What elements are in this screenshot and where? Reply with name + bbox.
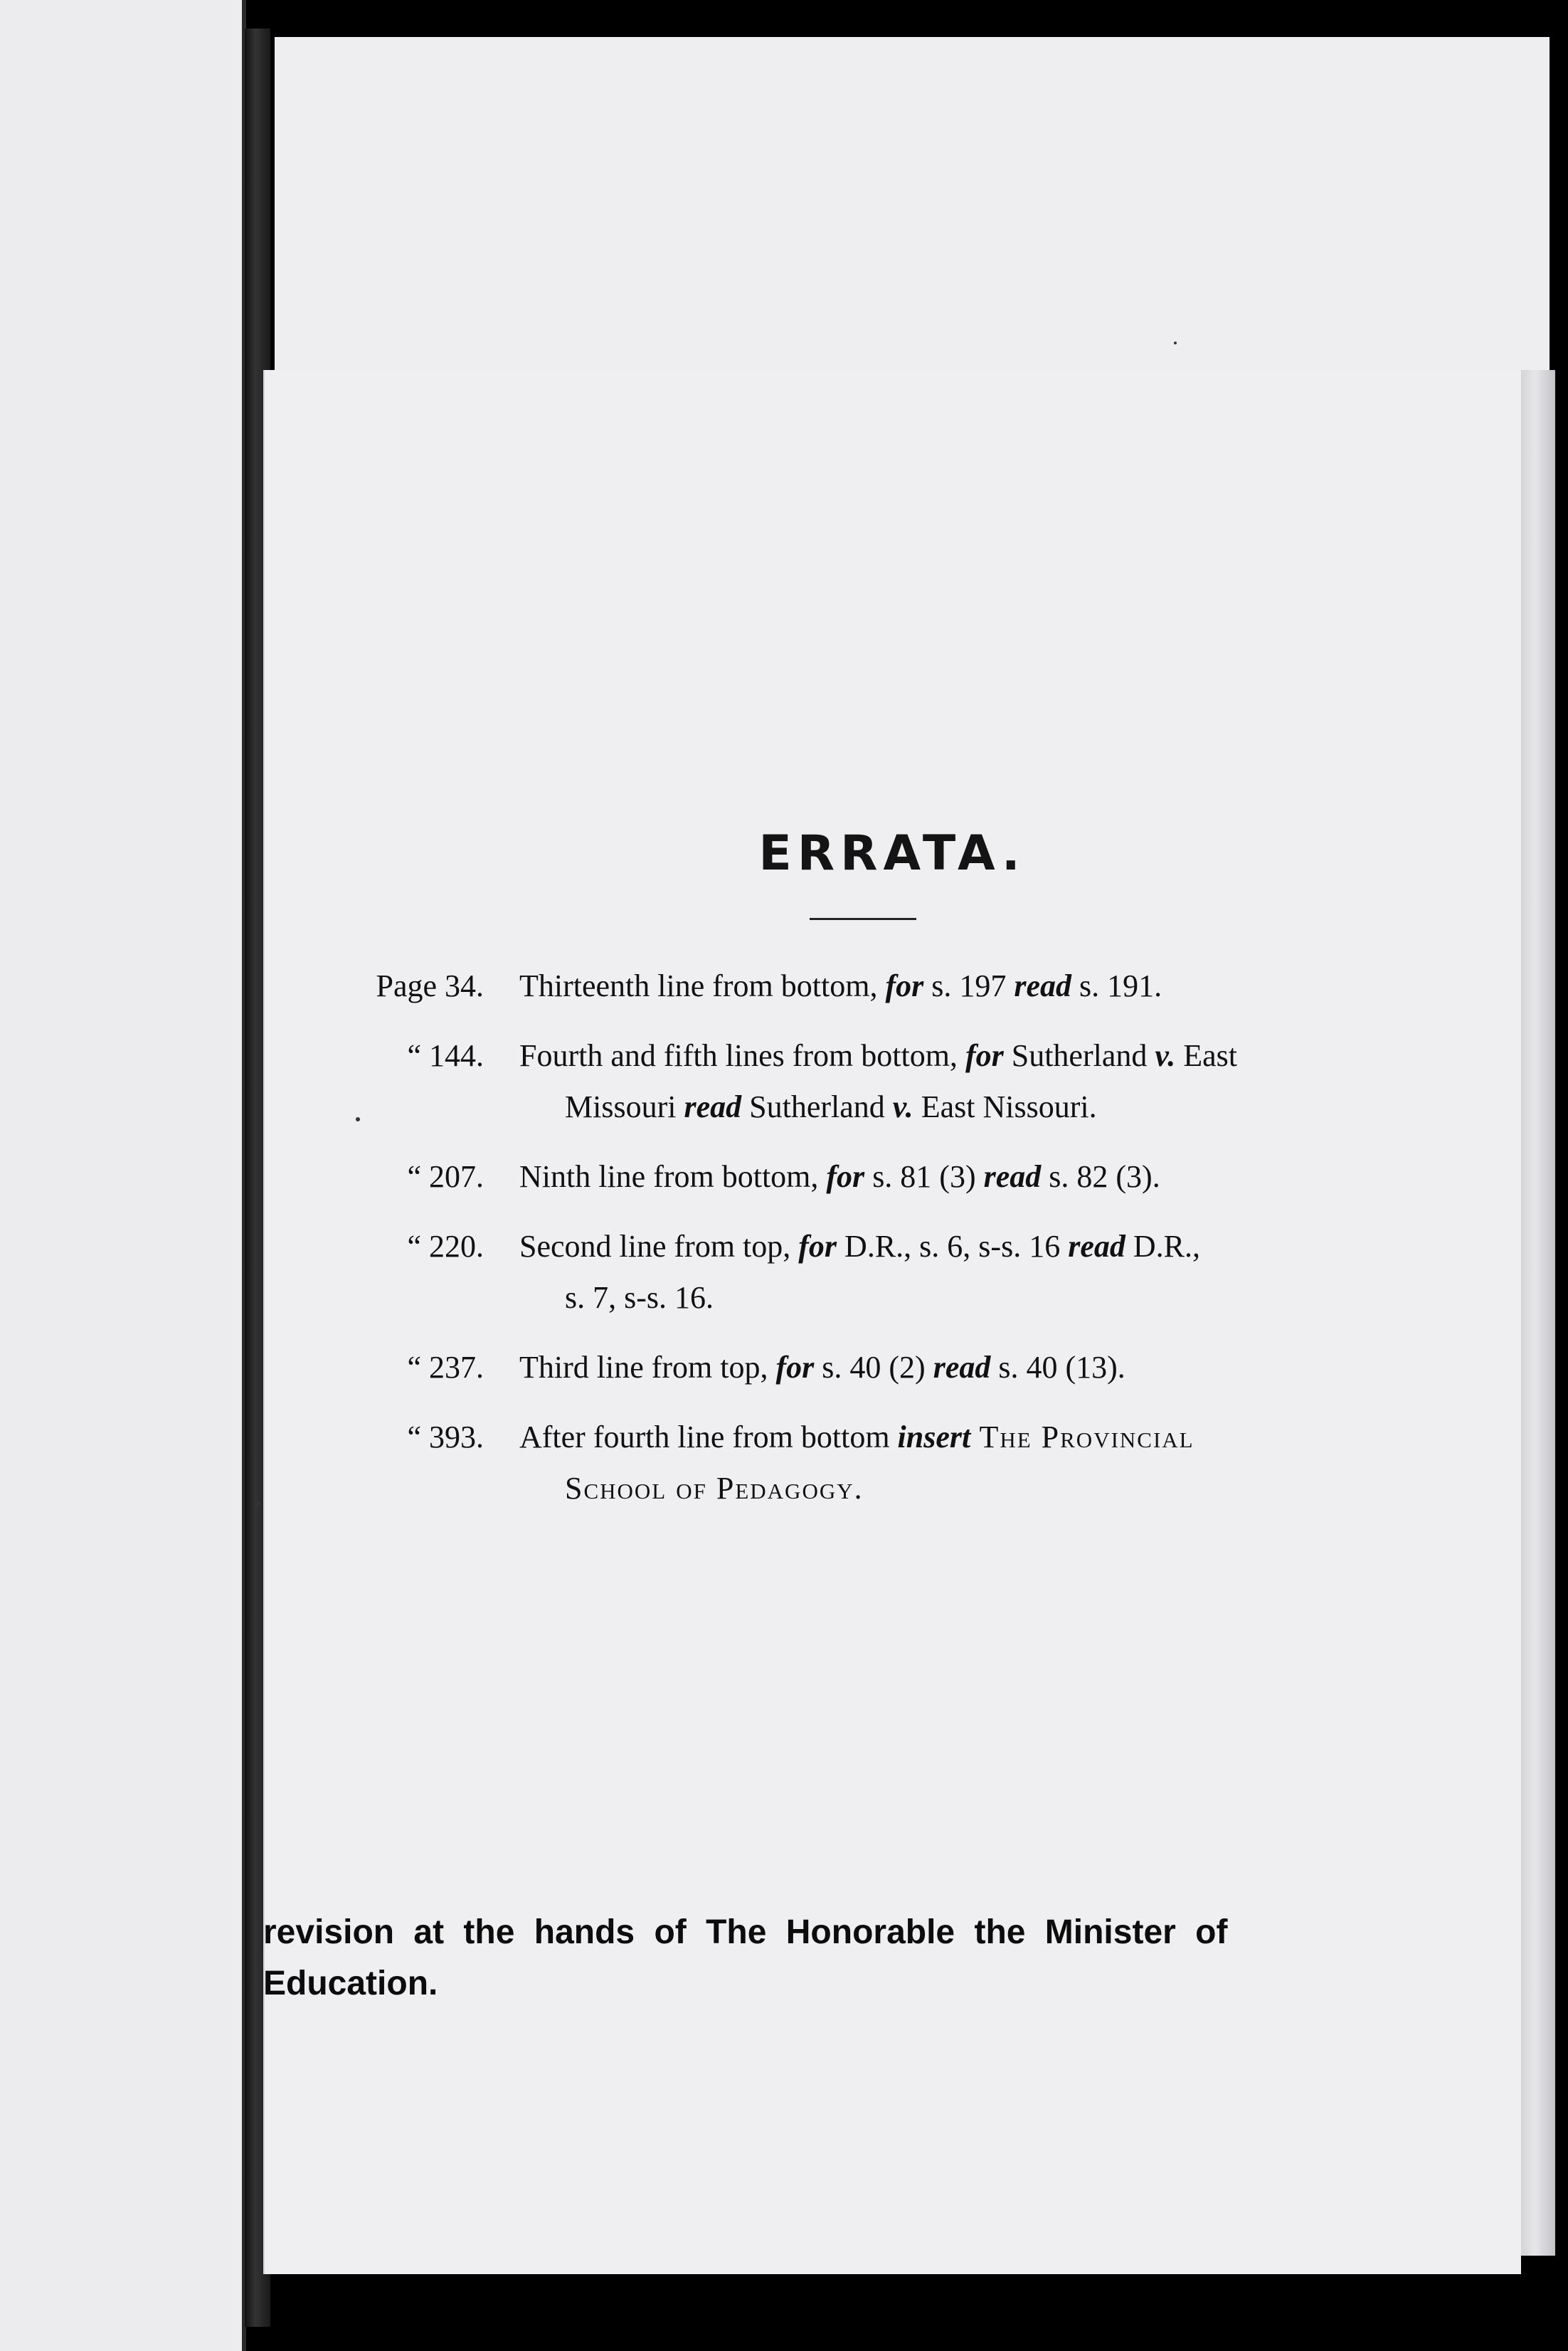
errata-entry — [332, 1151, 1484, 1203]
scan-speck — [256, 1501, 260, 1506]
errata-entry — [332, 1030, 1484, 1133]
scan-speck — [1174, 342, 1177, 344]
entry-page-ref: “ 393. — [407, 1420, 484, 1454]
scan-speck — [356, 1117, 360, 1121]
entry-page-ref: “ 207. — [407, 1159, 484, 1194]
errata-list — [332, 961, 1484, 1533]
errata-entry — [332, 1412, 1484, 1514]
entry-text: Fourth and fifth lines from bottom, for Sutherland v. East Missouri read Sutherland v. East Nissouri. — [484, 1030, 1484, 1133]
entry-page-ref: “ 144. — [407, 1038, 484, 1073]
entry-continuation: School of Pedagogy. — [565, 1471, 864, 1506]
entry-continuation: Missouri read Sutherland v. East Nissouri. — [565, 1089, 1097, 1124]
entry-text: After fourth line from bottom insert The Provincial School of Pedagogy. — [484, 1412, 1484, 1514]
left-page — [0, 0, 246, 2351]
entry-page-ref: Page 34. — [376, 968, 484, 1003]
bleed-line: revision at the hands of The Honorable the Minister of — [263, 1913, 1228, 1951]
entry-text: Thirteenth line from bottom, for s. 197 read s. 191. — [519, 968, 1162, 1003]
errata-page — [263, 370, 1521, 2274]
heading-rule — [810, 918, 916, 920]
entry-page-ref: “ 237. — [407, 1350, 484, 1385]
bleed-line: Education. — [263, 1965, 438, 2002]
errata-heading: ERRATA. — [758, 825, 1026, 882]
entry-text: Second line from top, for D.R., s. 6, s-s. 16 read D.R., s. 7, s-s. 16. — [484, 1221, 1484, 1324]
errata-entry — [332, 1342, 1484, 1393]
entry-continuation: s. 7, s-s. 16. — [565, 1280, 714, 1315]
entry-text: Ninth line from bottom, for s. 81 (3) read s. 82 (3). — [519, 1159, 1160, 1194]
bleed-through-text — [263, 1907, 1330, 2009]
errata-entry — [332, 1221, 1484, 1324]
top-flap-page — [275, 37, 1550, 374]
page-edge — [1515, 370, 1555, 2256]
errata-entry — [332, 961, 1484, 1012]
entry-text: Third line from top, for s. 40 (2) read s. 40 (13). — [519, 1350, 1125, 1385]
entry-page-ref: “ 220. — [407, 1229, 484, 1264]
